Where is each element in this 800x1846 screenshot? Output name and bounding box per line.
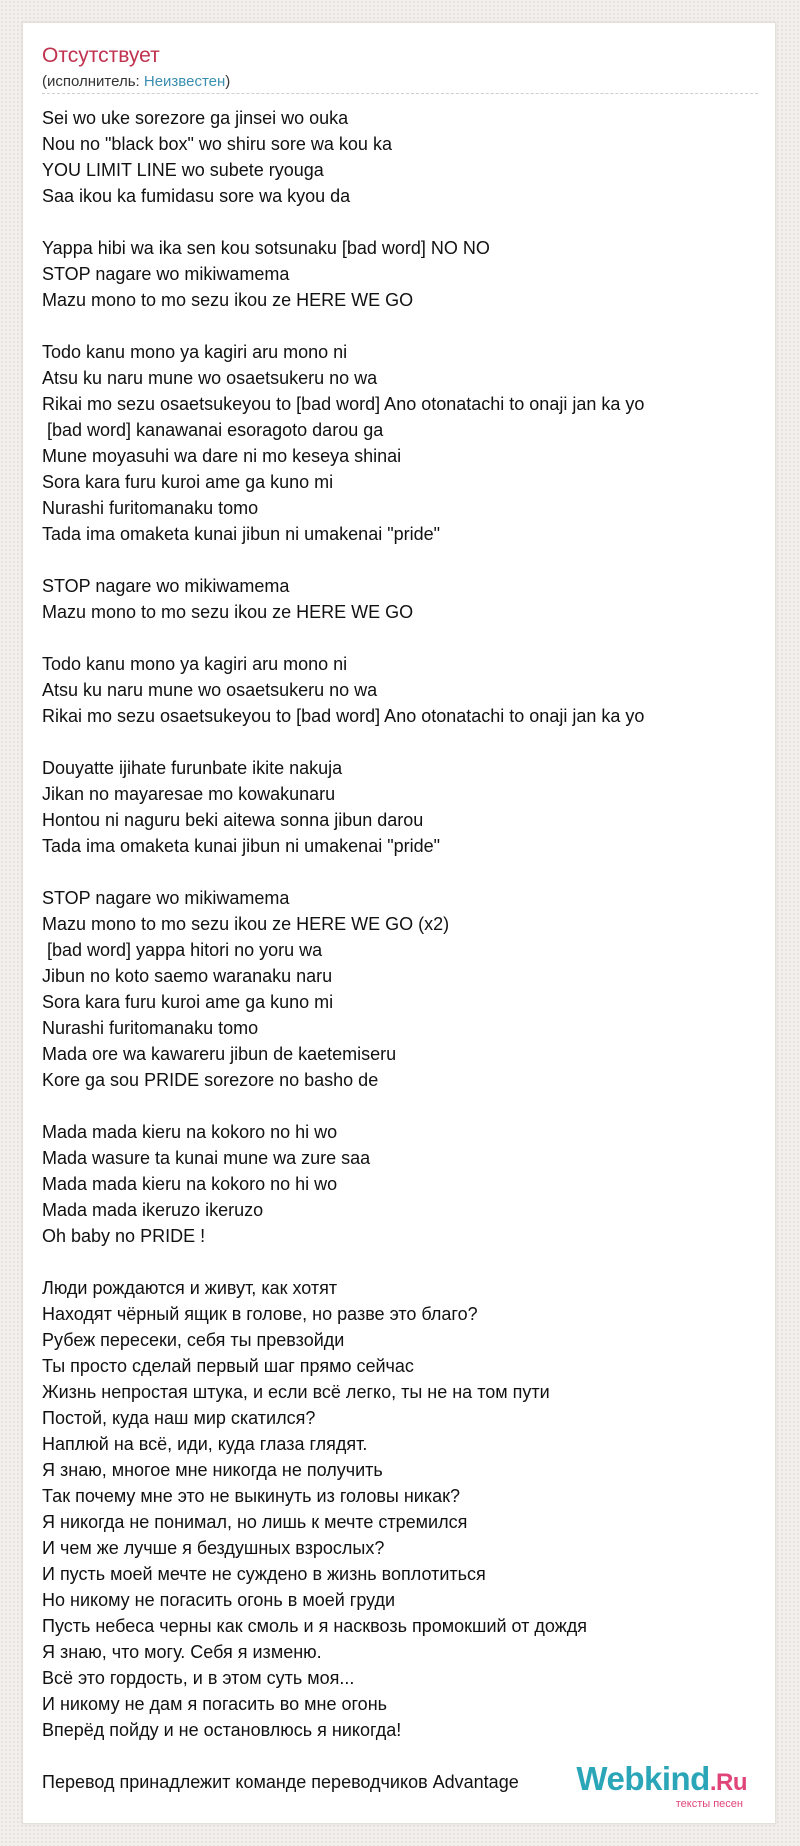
lyric-line: Atsu ku naru mune wo osaetsukeru no wa (42, 680, 378, 700)
lyric-line: Sora kara furu kuroi ame ga kuno mi (42, 992, 334, 1012)
lyric-line: Nurashi furitomanaku tomo (42, 498, 259, 518)
lyric-line: Yappa hibi wa ika sen kou sotsunaku [bad word] NO NO (42, 238, 490, 258)
lyric-line: Находят чёрный ящик в голове, но разве это благо? (42, 1304, 478, 1324)
lyrics-card (22, 22, 776, 1824)
lyric-line: Рубеж пересеки, себя ты превзойди (42, 1330, 345, 1350)
lyric-line: Rikai mo sezu osaetsukeyou to [bad word] Ano otonatachi to onaji jan ka yo (42, 706, 645, 726)
artist-link[interactable]: Неизвестен (143, 73, 226, 90)
lyric-line: Mune moyasuhi wa dare ni mo keseya shinai (42, 446, 402, 466)
lyric-line: Mazu mono to mo sezu ikou ze HERE WE GO (42, 290, 414, 310)
lyric-line: STOP nagare wo mikiwamema (42, 576, 290, 596)
stanza-break (42, 859, 758, 885)
lyric-line: Ты просто сделай первый шаг прямо сейчас (42, 1356, 414, 1376)
lyric-line: Hontou ni naguru beki aitewa sonna jibun darou (42, 810, 424, 830)
lyrics-text (42, 105, 758, 1795)
lyric-line: Tada ima omaketa kunai jibun ni umakenai "pride" (42, 836, 441, 856)
lyric-line: Douyatte ijihate furunbate ikite nakuja (42, 758, 343, 778)
lyric-line: И пусть моей мечте не суждено в жизнь воплотиться (42, 1564, 486, 1584)
stanza-break (42, 313, 758, 339)
lyric-line: Наплюй на всё, иди, куда глаза глядят. (42, 1434, 368, 1454)
lyric-line: [bad word] yappa hitori no yoru wa (42, 940, 323, 960)
lyric-line: Mada wasure ta kunai mune wa zure saa (42, 1148, 371, 1168)
logo-tld: .Ru (709, 1769, 747, 1796)
stanza-break (42, 729, 758, 755)
lyric-line: Mada mada kieru na kokoro no hi wo (42, 1122, 338, 1142)
lyric-line: YOU LIMIT LINE wo subete ryouga (42, 160, 324, 180)
lyric-line: И чем же лучше я бездушных взрослых? (42, 1538, 385, 1558)
lyric-line: Nurashi furitomanaku tomo (42, 1018, 259, 1038)
lyric-line: Я знаю, что могу. Себя я изменю. (42, 1642, 322, 1662)
lyric-line: Mada ore wa kawareru jibun de kaetemiseru (42, 1044, 397, 1064)
stanza-break (42, 547, 758, 573)
lyric-line: Я знаю, многое мне никогда не получить (42, 1460, 383, 1480)
lyric-line: Вперёд пойду и не остановлюсь я никогда! (42, 1720, 402, 1740)
lyric-line: Todo kanu mono ya kagiri aru mono ni (42, 342, 348, 362)
header-divider (42, 93, 758, 94)
lyric-line: Mada mada ikeruzo ikeruzo (42, 1200, 264, 1220)
lyric-line: Постой, куда наш мир скатился? (42, 1408, 316, 1428)
lyric-line: Пусть небеса черны как смоль и я насквозь промокший от дождя (42, 1616, 588, 1636)
lyric-line: Mazu mono to mo sezu ikou ze HERE WE GO (42, 602, 414, 622)
artist-prefix: (исполнитель: (42, 73, 144, 90)
artist-line (42, 73, 230, 91)
lyric-line: Так почему мне это не выкинуть из головы никак? (42, 1486, 460, 1506)
artist-suffix: ) (225, 73, 231, 90)
logo-tagline: тексты песен (675, 1798, 743, 1810)
stanza-break (42, 1093, 758, 1119)
stanza-break (42, 209, 758, 235)
lyric-line: Mada mada kieru na kokoro no hi wo (42, 1174, 338, 1194)
lyric-line: [bad word] kanawanai esoragoto darou ga (42, 420, 384, 440)
lyric-line: Kore ga sou PRIDE sorezore no basho de (42, 1070, 379, 1090)
lyric-line: Jibun no koto saemo waranaku naru (42, 966, 333, 986)
lyric-line: Tada ima omaketa kunai jibun ni umakenai "pride" (42, 524, 441, 544)
lyric-line: И никому не дам я погасить во мне огонь (42, 1694, 388, 1714)
site-logo[interactable] (547, 1761, 747, 1811)
stanza-break (42, 625, 758, 651)
lyric-line: Sei wo uke sorezore ga jinsei wo ouka (42, 108, 349, 128)
lyric-line: Rikai mo sezu osaetsukeyou to [bad word] Ano otonatachi to onaji jan ka yo (42, 394, 645, 414)
lyric-line: Todo kanu mono ya kagiri aru mono ni (42, 654, 348, 674)
lyric-line: Всё это гордость, и в этом суть моя... (42, 1668, 355, 1688)
lyric-line: STOP nagare wo mikiwamema (42, 888, 290, 908)
lyric-line: Люди рождаются и живут, как хотят (42, 1278, 338, 1298)
lyric-line: Я никогда не понимал, но лишь к мечте стремился (42, 1512, 468, 1532)
lyric-line: Jikan no mayaresae mo kowakunaru (42, 784, 336, 804)
lyric-line: Saa ikou ka fumidasu sore wa kyou da (42, 186, 351, 206)
lyric-line: Nou no "black box" wo shiru sore wa kou ka (42, 134, 392, 154)
lyric-line: Но никому не погасить огонь в моей груди (42, 1590, 396, 1610)
song-title: Отсутствует (42, 44, 160, 67)
logo-name: Webkind (576, 1760, 710, 1797)
lyric-line: Перевод принадлежит команде переводчиков Advantage (42, 1772, 519, 1792)
stanza-break (42, 1249, 758, 1275)
lyric-line: Atsu ku naru mune wo osaetsukeru no wa (42, 368, 378, 388)
lyric-line: Oh baby no PRIDE ! (42, 1226, 206, 1246)
lyric-line: Жизнь непростая штука, и если всё легко, ты не на том пути (42, 1382, 550, 1402)
lyric-line: Sora kara furu kuroi ame ga kuno mi (42, 472, 334, 492)
lyric-line: STOP nagare wo mikiwamema (42, 264, 290, 284)
lyric-line: Mazu mono to mo sezu ikou ze HERE WE GO (x2) (42, 914, 450, 934)
